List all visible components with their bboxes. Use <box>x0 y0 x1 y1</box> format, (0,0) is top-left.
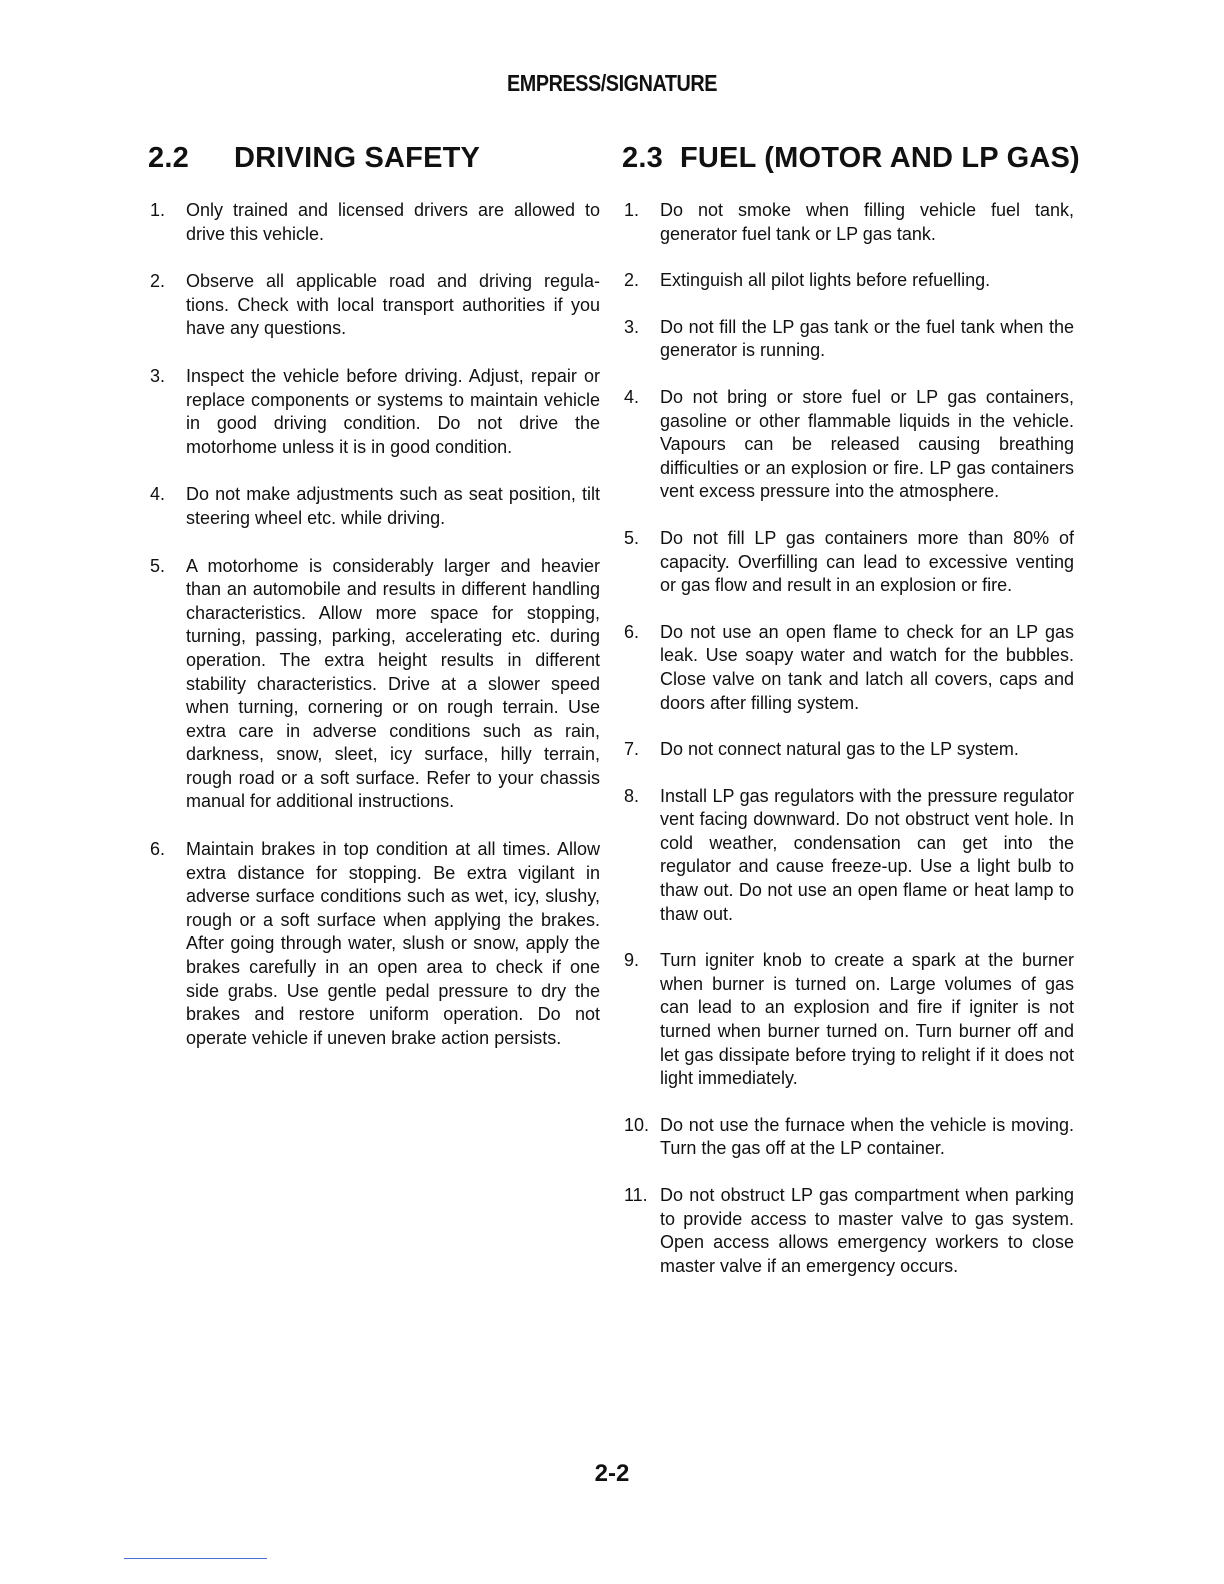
item-text: Maintain brakes in top condition at all times. Allow extra distance for stopping. Be extra vigilant in adverse surface conditions such as wet, icy, slushy, rough or a soft surface when applying the brakes. After going through water, slush or snow, apply the brakes carefully in an open area to check if one side grabs. Use gentle pedal pressure to dry the brakes and restore uniform operation. Do not operate vehicle if uneven brake action persists. <box>186 839 600 1048</box>
section-title <box>148 142 600 175</box>
item-text: Observe all applicable road and driving regula- tions. Check with local transport authorities if you have any questions. <box>186 271 600 339</box>
driving-safety-list <box>148 199 600 1050</box>
item-text: A motorhome is considerably larger and heavier than an automobile and results in different handling characteristics. Allow more space for stopping, turning, passing, parking, accelerating etc. during operation. The extra height results in different stability characteristics. Drive at a slower speed when turning, cornering or on rough terrain. Use extra care in adverse conditions such as rain, darkness, snow, sleet, icy surface, hilly terrain, rough road or a soft surface. Refer to your chassis manual for additional instructions. <box>186 555 600 812</box>
fuel-list <box>622 199 1074 1278</box>
item-text: Extinguish all pilot lights before refuelling. <box>660 270 991 291</box>
item-text: Inspect the vehicle before driving. Adjust, repair or replace components or systems to maintain vehicle in good driving condition. Do not drive the motorhome unless it is in good condition. <box>186 365 600 457</box>
list-item <box>622 386 1074 504</box>
section-title-text: FUEL (MOTOR AND LP GAS) <box>680 142 1080 174</box>
list-item <box>148 270 600 341</box>
item-text: Install LP gas regulators with the pressure regulator vent facing downward. Do not obstruct vent hole. In cold weather, condensation can get into the regulator and cause freeze-up. Use a light bulb to thaw out. Do not use an open flame or heat lamp to thaw out. <box>660 785 1074 924</box>
section-number: 2.3 <box>622 142 663 174</box>
item-number: 5. <box>150 555 166 576</box>
item-text: Do not smoke when filling vehicle fuel tank, generator fuel tank or LP gas tank. <box>660 200 1074 244</box>
section-title-text: DRIVING SAFETY <box>234 142 481 174</box>
item-text: Do not make adjustments such as seat position, tilt steering wheel etc. while driving. <box>186 484 600 528</box>
item-number: 1. <box>624 200 640 220</box>
item-text: Do not connect natural gas to the LP system. <box>660 739 1019 760</box>
item-number: 11. <box>624 1185 648 1205</box>
list-item <box>622 316 1074 363</box>
list-item <box>148 199 600 246</box>
item-number: 2. <box>150 271 166 292</box>
item-text: Do not use the furnace when the vehicle is moving. Turn the gas off at the LP container. <box>660 1114 1074 1159</box>
list-item <box>622 785 1074 927</box>
list-item <box>622 269 1074 293</box>
list-item <box>622 949 1074 1091</box>
item-number: 3. <box>150 365 166 386</box>
item-number: 6. <box>624 621 640 642</box>
section-driving-safety <box>148 142 600 1050</box>
item-number: 9. <box>624 950 640 971</box>
item-text: Do not obstruct LP gas compartment when parking to provide access to master valve to gas system. Open access allows emergency workers to close master valve if an emergency occurs. <box>660 1185 1074 1276</box>
item-number: 7. <box>624 739 640 760</box>
item-text: Do not use an open flame to check for an LP gas leak. Use soapy water and watch for the bubbles. Close valve on tank and latch all covers, caps and doors after filling system. <box>660 621 1074 713</box>
item-number: 10. <box>624 1114 650 1135</box>
item-number: 5. <box>624 527 640 548</box>
list-item <box>622 1114 1074 1161</box>
list-item <box>148 555 600 815</box>
item-text: Do not fill the LP gas tank or the fuel tank when the generator is running. <box>660 316 1074 361</box>
item-number: 3. <box>624 316 640 337</box>
list-item <box>622 527 1074 598</box>
item-number: 6. <box>150 839 166 860</box>
page-header: EMPRESS/SIGNATURE <box>507 70 717 96</box>
divider <box>124 1558 267 1559</box>
item-number: 1. <box>150 200 166 220</box>
item-text: Do not bring or store fuel or LP gas containers, gasoline or other flammable liquids in the vehicle. Vapours can be released causing breathing difficulties or an explosion or fire. LP gas containers vent excess pressure into the atmosphere. <box>660 386 1074 502</box>
item-number: 8. <box>624 785 640 806</box>
list-item <box>622 738 1074 762</box>
section-title <box>622 142 1080 175</box>
list-item <box>148 365 600 459</box>
list-item <box>622 621 1074 715</box>
page-number: 2-2 <box>594 1460 630 1487</box>
list-item <box>622 1184 1074 1278</box>
section-number: 2.2 <box>148 142 189 174</box>
section-fuel <box>622 142 1080 1278</box>
item-number: 2. <box>624 270 640 291</box>
list-item <box>148 838 600 1050</box>
item-text: Only trained and licensed drivers are allowed to drive this vehicle. <box>186 200 600 244</box>
item-number: 4. <box>150 484 166 505</box>
item-text: Turn igniter knob to create a spark at the burner when burner is turned on. Large volumes of gas can lead to an explosion and fire if igniter is not turned when burner turned on. Turn burner off and let gas dissipate before trying to relight if it does not light immediately. <box>660 950 1074 1089</box>
list-item <box>148 483 600 530</box>
item-number: 4. <box>624 386 640 407</box>
list-item <box>622 199 1074 246</box>
item-text: Do not fill LP gas containers more than 80% of capacity. Overfilling can lead to excessive venting or gas flow and result in an explosion or fire. <box>660 527 1074 596</box>
